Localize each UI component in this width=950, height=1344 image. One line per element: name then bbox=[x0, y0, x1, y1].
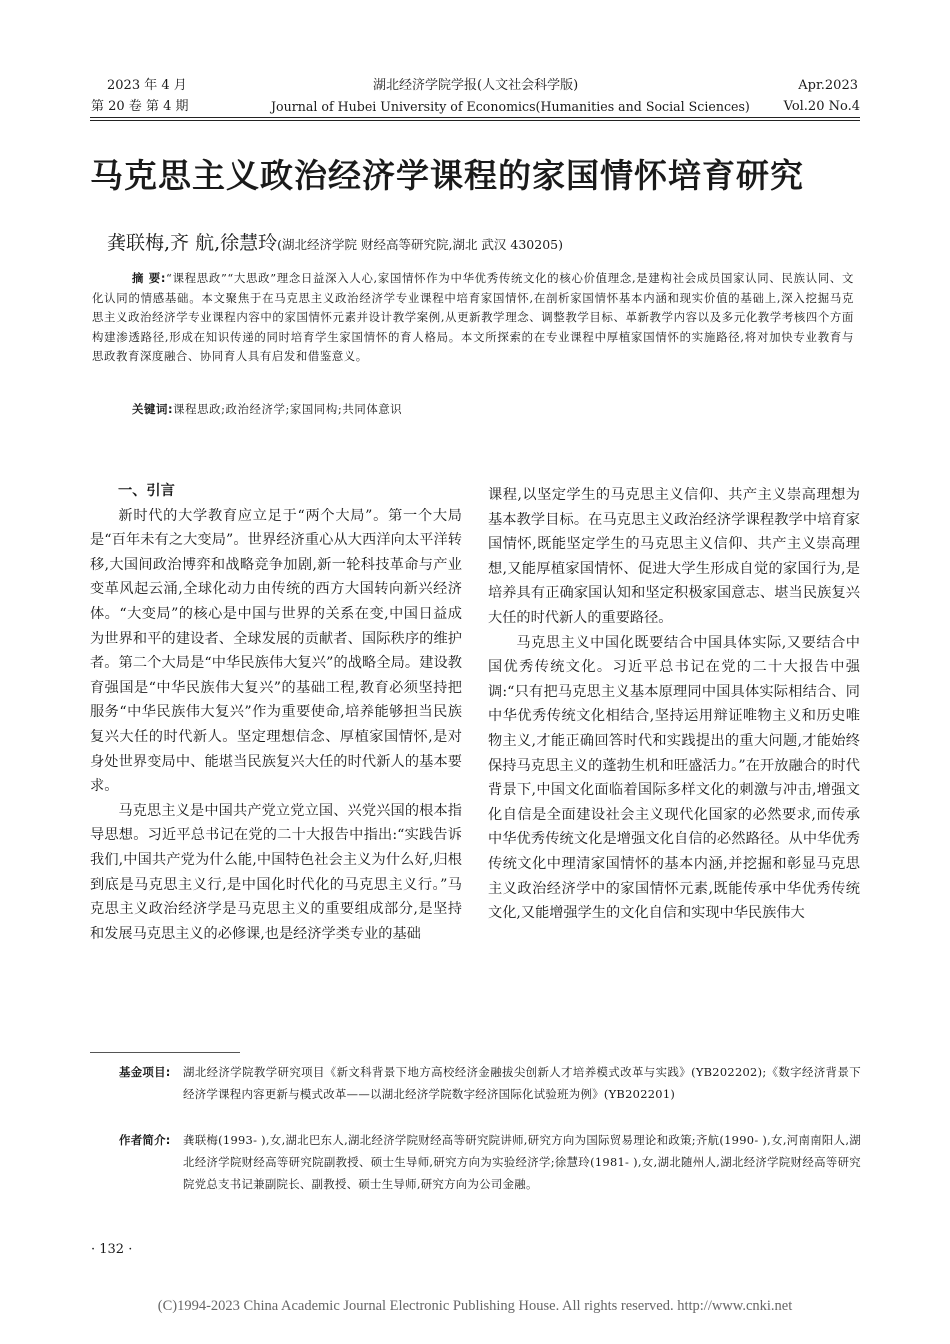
abstract bbox=[92, 269, 854, 367]
footnote-rule bbox=[90, 1052, 240, 1053]
paragraph: 课程,以坚定学生的马克思主义信仰、共产主义崇高理想为基本教学目标。在马克思主义政治经济学课程教学中培育家国情怀,既能坚定学生的马克思主义信仰、共产主义崇高理想,又能厚植家国情怀、促进大学生形成自觉的家国行为,是培养具有正确家国认知和坚定积极家国意志、堪当民族复兴大任的时代新人的重要路径。 bbox=[488, 487, 860, 626]
author-affiliation: (湖北经济学院 财经高等研究院,湖北 武汉 430205) bbox=[277, 237, 563, 252]
footnote-author-bio bbox=[119, 1130, 861, 1195]
header-volume-cn: 第 20 卷 第 4 期 bbox=[91, 99, 189, 114]
header-date-cn: 2023 年 4 月 bbox=[107, 78, 187, 93]
author-bio-text: 龚联梅(1993- ),女,湖北巴东人,湖北经济学院财经高等研究院讲师,研究方向为国际贸易理论和政策;齐航(1990- ),女,河南南阳人,湖北经济学院财经高等研究院副教授、硕士生导师,研究方向为实验经济学;徐慧玲(1981- ),女,湖北随州人,湖北经济学院财经高等研究院党总支书记兼副院长、副教授、硕士生导师,研究方向为公司金融。 bbox=[183, 1133, 861, 1191]
abstract-label: 摘 要: bbox=[132, 271, 167, 285]
section-heading: 一、引言 bbox=[118, 483, 175, 499]
footnote-fund bbox=[119, 1062, 861, 1106]
header-rule-2 bbox=[90, 120, 860, 121]
header-rule bbox=[90, 117, 860, 118]
paragraph: 新时代的大学教育应立足于“两个大局”。第一个大局是“百年未有之大变局”。世界经济重心从大西洋向太平洋转移,大国间政治博弈和战略竞争加剧,新一轮科技革命与产业变革风起云涌,全球化动力由传统的西方大国转向新兴经济体。“大变局”的核心是中国与世界的关系在变,中国日益成为世界和平的建设者、全球发展的贡献者、国际秩序的维护者。第二个大局是“中华民族伟大复兴”的战略全局。建设教育强国是“中华民族伟大复兴”的基础工程,教育必须坚持把服务“中华民族伟大复兴”作为重要使命,培养能够担当民族复兴大任的时代新人。坚定理想信念、厚植家国情怀,是对身处世界变局中、能堪当民族复兴大任的时代新人的基本要求。 bbox=[90, 507, 462, 795]
header-journal-en: Journal of Hubei University of Economics(Humanities and Social Sciences) bbox=[271, 99, 750, 114]
page-number: · 132 · bbox=[91, 1242, 133, 1257]
keywords-label: 关键词: bbox=[132, 402, 174, 416]
author-names: 龚联梅,齐 航,徐慧玲 bbox=[107, 232, 278, 254]
paragraph: 马克思主义是中国共产党立党立国、兴党兴国的根本指导思想。习近平总书记在党的二十大报告中指出:“实践告诉我们,中国共产党为什么能,中国特色社会主义为什么好,归根到底是马克思主义行,是中国化时代化的马克思主义行。”马克思主义政治经济学是马克思主义的重要组成部分,是坚持和发展马克思主义的必修课,也是经济学类专业的基础 bbox=[90, 802, 462, 942]
paragraph: 马克思主义中国化既要结合中国具体实际,又要结合中国优秀传统文化。习近平总书记在党的二十大报告中强调:“只有把马克思主义基本原理同中国具体实际相结合、同中华优秀传统文化相结合,坚持运用辩证唯物主义和历史唯物主义,才能正确回答时代和实践提出的重大问题,才能始终保持马克思主义的蓬勃生机和旺盛活力。”在开放融合的时代背景下,中国文化面临着国际多样文化的刺激与冲击,增强文化自信是全面建设社会主义现代化国家的必然要求,而传承中华优秀传统文化是增强文化自信的必然路径。从中华优秀传统文化中理清家国情怀的基本内涵,并挖掘和彰显马克思主义政治经济学中的家国情怀元素,既能传承中华优秀传统文化,又能增强学生的文化自信和实现中华民族伟大 bbox=[488, 634, 860, 922]
abstract-text: “课程思政”“大思政”理念日益深入人心,家国情怀作为中华优秀传统文化的核心价值理念,是建构社会成员国家认同、民族认同、文化认同的情感基础。本文聚焦于在马克思主义政治经济学专业课程中培育家国情怀,在剖析家国情怀基本内涵和现实价值的基础上,深入挖掘马克思主义政治经济学专业课程内容中的家国情怀元素并设计教学案例,从更新教学理念、调整教学目标、革新教学内容以及多元化教学考核四个方面构建渗透路径,形成在知识传递的同时培育学生家国情怀的育人格局。本文所探索的在专业课程中厚植家国情怀的实施路径,将对加快专业教育与思政教育深度融合、协同育人具有启发和借鉴意义。 bbox=[92, 271, 854, 363]
header-date-en: Apr.2023 bbox=[798, 78, 858, 93]
fund-label: 基金项目: bbox=[119, 1065, 171, 1079]
author-bio-label: 作者简介: bbox=[119, 1133, 171, 1147]
author-line bbox=[107, 228, 563, 255]
copyright-notice: (C)1994-2023 China Academic Journal Electronic Publishing House. All rights reserved. http://www.cnki.net bbox=[157, 1298, 793, 1314]
keywords bbox=[132, 401, 402, 417]
body-column-left bbox=[90, 479, 462, 946]
header-volume-en: Vol.20 No.4 bbox=[783, 99, 860, 114]
fund-text: 湖北经济学院教学研究项目《新文科背景下地方高校经济金融拔尖创新人才培养模式改革与实践》(YB202202);《数字经济背景下经济学课程内容更新与模式改革——以湖北经济学院数字经济国际化试验班为例》(YB202201) bbox=[183, 1065, 861, 1101]
article-title: 马克思主义政治经济学课程的家国情怀培育研究 bbox=[90, 156, 804, 195]
body-column-right bbox=[488, 483, 860, 926]
header-journal-cn: 湖北经济学院学报(人文社会科学版) bbox=[373, 78, 579, 93]
keywords-text: 课程思政;政治经济学;家国同构;共同体意识 bbox=[173, 402, 403, 416]
